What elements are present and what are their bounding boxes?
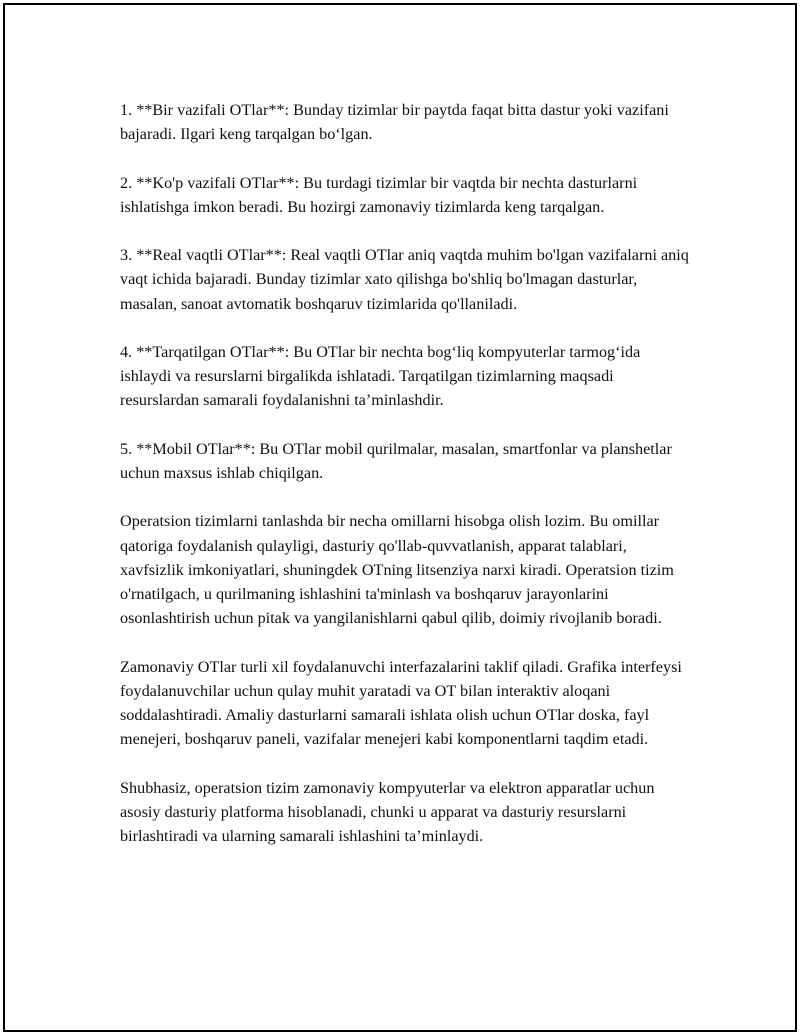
- paragraph-os-type-distributed: 4. **Tarqatilgan OTlar**: Bu OTlar bir nechta bog‘liq kompyuterlar tarmog‘ida ishlaydi va resurslarni birgalikda ishlatadi. Tarqatilgan tizimlarning maqsadi resurslardan samarali foydalanishni ta’minlashdir.: [120, 342, 641, 410]
- paragraph-os-type-multitask: 2. **Ko'p vazifali OTlar**: Bu turdagi tizimlar bir vaqtda bir nechta dasturlarni ishlatishga imkon beradi. Bu hozirgi zamonaviy tizimlarda keng tarqalgan.: [120, 173, 638, 216]
- paragraph-os-type-single-task: 1. **Bir vazifali OTlar**: Bunday tizimlar bir paytda faqat bitta dastur yoki vazifani bajaradi. Ilgari keng tarqalgan bo‘lgan.: [120, 101, 669, 144]
- paragraph-os-type-mobile: 5. **Mobil OTlar**: Bu OTlar mobil qurilmalar, masalan, smartfonlar va planshetlar uchun maxsus ishlab chiqilgan.: [120, 439, 672, 482]
- paragraph-os-type-realtime: 3. **Real vaqtli OTlar**: Real vaqtli OTlar aniq vaqtda muhim bo'lgan vazifalarni aniq vaqt ichida bajaradi. Bunday tizimlar xato qilishga bo'shliq bo'lmagan dasturlar, masalan, sanoat avtomatik boshqaruv tizimlarida qo'llaniladi.: [120, 246, 689, 313]
- document-body: [120, 98, 692, 872]
- page-border: [3, 3, 797, 1032]
- paragraph-os-selection: Operatsion tizimlarni tanlashda bir necha omillarni hisobga olish lozim. Bu omillar qatoriga foydalanish qulayligi, dasturiy qo'llab-quvvatlanish, apparat talablari, xavfsizlik imkoniyatlari, shuningdek OTning litsenziya narxi kiradi. Operatsion tizim o'rnatilgach, u qurilmaning ishlashini ta'minlash va boshqaruv jarayonlarini osonlashtirish uchun pitak va yangilanishlarni qabul qilib, doimiy rivojlanib boradi.: [120, 512, 674, 628]
- paragraph-os-interfaces: Zamonaviy OTlar turli xil foydalanuvchi interfazalarini taklif qiladi. Grafika interfeysi foydalanuvchilar uchun qulay muhit yaratadi va OT bilan interaktiv aloqani soddalashtiradi. Amaliy dasturlarni samarali ishlata olish uchun OTlar doska, fayl menejeri, boshqaruv paneli, vazifalar menejeri kabi komponentlarni taqdim etadi.: [120, 657, 682, 749]
- paragraph-conclusion: Shubhasiz, operatsion tizim zamonaviy kompyuterlar va elektron apparatlar uchun asosiy dasturiy platforma hisoblanadi, chunki u apparat va dasturiy resurslarni birlashtiradi va ularning samarali ishlashini ta’minlaydi.: [120, 778, 655, 845]
